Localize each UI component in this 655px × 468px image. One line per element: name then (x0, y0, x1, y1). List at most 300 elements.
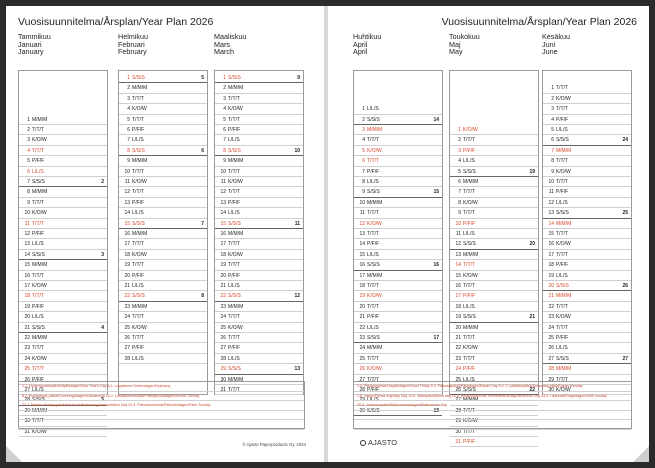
brand-logo: AJASTO (360, 438, 397, 447)
weekday-label: T/T/T (556, 106, 568, 113)
weekday-label: T/T/T (228, 168, 240, 175)
day-number: 9 (27, 199, 30, 206)
weekday-label: T/T/T (32, 345, 44, 352)
weekday-label: T/T/T (463, 137, 475, 144)
weekday-label: K/O/W (367, 220, 382, 227)
day-number: 27 (24, 387, 30, 393)
weekday-label: K/O/W (463, 418, 478, 425)
weekday-label: K/O/W (367, 147, 382, 154)
day-number: 17 (548, 251, 554, 258)
weekday-label: M/M/M (32, 407, 48, 414)
day-number: 22 (124, 293, 130, 300)
day-number: 22 (24, 335, 30, 341)
day-number: 21 (24, 324, 30, 331)
day-row (119, 115, 207, 125)
day-row (543, 281, 631, 291)
weekday-label: S/S/S (228, 147, 241, 154)
weekday-label: L/L/S (367, 179, 379, 185)
day-number: 14 (455, 262, 461, 269)
weekday-label: S/S/S (228, 366, 241, 373)
weekday-label: M/M/M (32, 116, 48, 123)
weekday-label: K/O/W (463, 127, 478, 133)
week-number: 2 (101, 179, 104, 185)
weekday-label: T/T/T (32, 220, 44, 227)
weekday-label: L/L/S (463, 303, 475, 310)
day-number: 24 (24, 355, 30, 362)
day-number: 3 (27, 137, 30, 144)
day-number: 25 (220, 324, 226, 331)
day-number: 28 (455, 407, 461, 414)
day-number: 6 (362, 158, 365, 165)
weekday-label: L/L/S (132, 355, 144, 362)
day-row (215, 239, 303, 249)
day-number: 28 (359, 387, 365, 393)
weekday-label: S/S/S (32, 251, 45, 258)
day-number: 16 (548, 241, 554, 248)
day-number: 9 (551, 168, 554, 175)
weekday-label: K/O/W (132, 251, 147, 258)
day-number: 30 (359, 407, 365, 414)
day-row (543, 260, 631, 270)
weekday-label: P/F/F (556, 116, 569, 123)
day-number: 5 (27, 158, 30, 165)
weekday-label: P/F/F (463, 439, 476, 445)
day-row (19, 135, 107, 145)
day-row (543, 333, 631, 343)
week-number: 6 (201, 147, 204, 154)
weekday-label: L/L/S (32, 241, 44, 248)
day-row (119, 83, 207, 93)
day-row (543, 187, 631, 197)
month-name: Tammikuu Januari January (18, 32, 51, 57)
weekday-label: L/L/S (463, 376, 475, 383)
day-row (119, 219, 207, 229)
day-number: 27 (359, 376, 365, 383)
day-number: 29 (548, 376, 554, 383)
weekday-label: M/M/M (367, 345, 383, 352)
holiday-note-line (19, 411, 304, 421)
weekday-label: M/M/M (556, 366, 572, 373)
day-number: 10 (124, 168, 130, 175)
weekday-label: M/M/M (228, 376, 244, 383)
week-number: 27 (622, 355, 628, 362)
day-number: 9 (223, 158, 226, 165)
day-number: 2 (362, 116, 365, 123)
weekday-label: K/O/W (228, 324, 243, 331)
week-number: 19 (529, 168, 535, 175)
day-number: 25 (24, 366, 30, 373)
day-number: 20 (359, 303, 365, 310)
day-number: 13 (548, 210, 554, 217)
day-number: 29 (359, 397, 365, 404)
right-page (328, 6, 649, 462)
holiday-note-line: 1.5. Vappu/Första maj/May Day 10.5. Äitienpäivä/Mors dag 14.5. Helatorstai/Kristi himmelsfärdsdag/Ascension Day 24.5. Helluntai/Pingstdagen/Whit Sunday (354, 392, 631, 402)
day-row (119, 343, 207, 353)
day-number: 19 (24, 303, 30, 310)
weekday-label: S/S/S (367, 335, 380, 341)
day-number: 26 (220, 335, 226, 341)
weekday-label: K/O/W (132, 324, 147, 331)
day-row (354, 354, 442, 364)
day-row (215, 229, 303, 239)
weekday-label: M/M/M (463, 179, 479, 185)
weekday-label: S/S/S (556, 137, 569, 144)
day-row (450, 302, 538, 312)
day-row (450, 364, 538, 374)
day-row (19, 208, 107, 218)
day-row (19, 271, 107, 281)
holiday-note-line: 22.3. Marian ilmestyspäivä/Marie bebådelsedag/Annunciation Day 29.3. Palmusunnuntai/Palmsöndagen/Palm Sunday (19, 401, 304, 411)
day-row (450, 208, 538, 218)
day-number: 16 (455, 283, 461, 289)
day-number: 11 (359, 210, 365, 217)
day-row (215, 73, 303, 83)
day-number: 7 (362, 168, 365, 175)
weekday-label: S/S/S (463, 314, 476, 321)
day-number: 7 (27, 179, 30, 185)
day-number: 16 (124, 231, 130, 237)
week-number: 22 (529, 387, 535, 393)
day-number: 5 (362, 147, 365, 154)
day-row (119, 250, 207, 260)
day-number: 10 (24, 210, 30, 217)
weekday-label: T/T/T (367, 355, 379, 362)
day-row (119, 198, 207, 208)
day-number: 28 (220, 355, 226, 362)
day-number: 5 (551, 127, 554, 133)
weekday-label: M/M/M (556, 147, 572, 154)
day-number: 24 (124, 314, 130, 321)
weekday-label: L/L/S (367, 397, 379, 404)
day-row (450, 135, 538, 145)
day-row (354, 177, 442, 187)
day-row (19, 187, 107, 197)
day-number: 18 (220, 251, 226, 258)
day-row (19, 260, 107, 270)
week-number: 26 (622, 283, 628, 289)
day-list (449, 70, 539, 445)
weekday-label: T/T/T (132, 262, 144, 269)
month-column-2 (118, 32, 208, 362)
day-number: 1 (551, 85, 554, 92)
day-number: 13 (455, 251, 461, 258)
day-row (543, 271, 631, 281)
day-number: 9 (458, 210, 461, 217)
weekday-label: T/T/T (132, 168, 144, 175)
day-row (543, 94, 631, 104)
weekday-label: M/M/M (556, 220, 572, 227)
weekday-label: M/M/M (367, 272, 383, 279)
weekday-label: M/M/M (132, 158, 148, 165)
day-row (543, 198, 631, 208)
weekday-label: P/F/F (367, 241, 380, 248)
day-row (19, 250, 107, 260)
weekday-label: P/F/F (132, 345, 145, 352)
weekday-label: T/T/T (463, 407, 475, 414)
day-row (543, 167, 631, 177)
day-number: 15 (124, 220, 130, 227)
weekday-label: S/S/S (32, 324, 45, 331)
day-row (354, 333, 442, 343)
day-row (19, 146, 107, 156)
weekday-label: K/O/W (132, 179, 147, 185)
weekday-label: K/O/W (463, 199, 478, 206)
day-row (450, 260, 538, 270)
day-row (450, 333, 538, 343)
day-number: 18 (124, 251, 130, 258)
weekday-label: P/F/F (367, 387, 380, 393)
weekday-label: K/O/W (132, 106, 147, 113)
day-number: 17 (359, 272, 365, 279)
day-row (119, 94, 207, 104)
week-number: 8 (201, 293, 204, 300)
day-number: 8 (551, 158, 554, 165)
day-row (19, 291, 107, 301)
day-row (19, 354, 107, 364)
day-number: 26 (24, 376, 30, 383)
day-row (543, 250, 631, 260)
weekday-label: K/O/W (367, 366, 382, 373)
weekday-label: K/O/W (32, 355, 47, 362)
day-row (354, 364, 442, 374)
day-row (215, 208, 303, 218)
week-number: 16 (433, 262, 439, 269)
weekday-label: S/S/S (463, 387, 476, 393)
day-number: 4 (127, 106, 130, 113)
day-list (542, 70, 632, 395)
weekday-label: L/L/S (556, 199, 568, 206)
day-row (543, 302, 631, 312)
day-number: 1 (458, 127, 461, 133)
day-row (450, 156, 538, 166)
weekday-label: S/S/S (367, 407, 380, 414)
day-row (119, 271, 207, 281)
weekday-label: S/S/S (556, 355, 569, 362)
weekday-label: P/F/F (32, 303, 45, 310)
day-row (354, 146, 442, 156)
day-row (19, 219, 107, 229)
day-row (543, 115, 631, 125)
weekday-label: K/O/W (228, 106, 243, 113)
weekday-label: T/T/T (463, 428, 475, 435)
day-row (215, 167, 303, 177)
day-number: 11 (455, 231, 461, 237)
week-number: 12 (294, 293, 300, 300)
weekday-label: P/F/F (463, 220, 476, 227)
day-row (215, 135, 303, 145)
day-row (354, 281, 442, 291)
day-row (119, 281, 207, 291)
day-row (215, 83, 303, 93)
day-number: 15 (359, 251, 365, 258)
weekday-label: T/T/T (556, 376, 568, 383)
day-number: 29 (220, 366, 226, 373)
weekday-label: M/M/M (132, 303, 148, 310)
weekday-label: K/O/W (32, 137, 47, 144)
day-row (215, 187, 303, 197)
weekday-label: L/L/S (228, 137, 240, 144)
holiday-note-line: 20.6. Juhannuspäivä/Midsommardagen/Midsummer Day (354, 401, 631, 411)
day-number: 15 (455, 272, 461, 279)
day-number: 12 (220, 189, 226, 196)
day-row (119, 208, 207, 218)
day-number: 29 (455, 418, 461, 425)
day-row (215, 177, 303, 187)
day-number: 20 (455, 324, 461, 331)
day-number: 22 (359, 324, 365, 331)
day-number: 10 (220, 168, 226, 175)
day-number: 11 (220, 179, 226, 185)
day-list (214, 70, 304, 395)
day-number: 30 (455, 428, 461, 435)
day-number: 30 (24, 418, 30, 425)
day-row (215, 156, 303, 166)
day-number: 15 (220, 220, 226, 227)
week-number: 5 (101, 397, 104, 404)
day-number: 24 (359, 345, 365, 352)
day-row (543, 156, 631, 166)
weekday-label: P/F/F (228, 127, 241, 133)
day-number: 23 (220, 303, 226, 310)
holiday-note-line (19, 420, 304, 430)
day-number: 23 (124, 303, 130, 310)
weekday-label: P/F/F (228, 199, 241, 206)
day-number: 24 (220, 314, 226, 321)
day-row (215, 260, 303, 270)
day-row (543, 239, 631, 249)
weekday-label: S/S/S (556, 283, 569, 289)
weekday-label: M/M/M (367, 199, 383, 206)
day-row (543, 177, 631, 187)
day-number: 27 (124, 345, 130, 352)
day-number: 20 (124, 272, 130, 279)
day-number: 17 (124, 241, 130, 248)
day-row (119, 167, 207, 177)
weekday-label: T/T/T (32, 418, 44, 425)
day-row (215, 312, 303, 322)
weekday-label: K/O/W (367, 293, 382, 300)
day-number: 23 (24, 345, 30, 352)
day-number: 14 (220, 210, 226, 217)
holiday-note-line (354, 411, 631, 421)
day-number: 19 (359, 293, 365, 300)
copyright-text: © Ajasto Paperproducts Oy, 2024 (242, 442, 306, 447)
day-number: 14 (124, 210, 130, 217)
day-row (450, 271, 538, 281)
page-corner-right (633, 446, 649, 462)
day-number: 4 (27, 147, 30, 154)
day-row (354, 167, 442, 177)
day-row (354, 125, 442, 135)
day-number: 4 (551, 116, 554, 123)
day-number: 23 (548, 314, 554, 321)
day-number: 16 (24, 272, 30, 279)
day-number: 7 (458, 189, 461, 196)
day-number: 11 (124, 179, 130, 185)
day-row (19, 281, 107, 291)
holiday-note-line: 1.1. Uudenvuodenpäivä/Nyårsdagen/New Year's Day 6.1. Loppiainen/Trettondagen/Epiphany (19, 382, 304, 392)
day-number: 13 (124, 199, 130, 206)
day-number: 2 (223, 85, 226, 92)
weekday-label: K/O/W (556, 168, 571, 175)
weekday-label: T/T/T (228, 116, 240, 123)
weekday-label: P/F/F (367, 314, 380, 321)
weekday-label: L/L/S (228, 355, 240, 362)
weekday-label: L/L/S (132, 210, 144, 217)
day-row (450, 198, 538, 208)
day-row (543, 343, 631, 353)
day-number: 20 (220, 272, 226, 279)
weekday-label: P/F/F (463, 293, 476, 300)
weekday-label: L/L/S (228, 283, 240, 289)
weekday-label: K/O/W (463, 345, 478, 352)
weekday-label: T/T/T (556, 179, 568, 185)
holiday-notes-right (353, 381, 632, 429)
week-number: 11 (294, 220, 300, 227)
day-number: 18 (24, 293, 30, 300)
weekday-label: T/T/T (228, 189, 240, 196)
day-row (215, 271, 303, 281)
weekday-label: T/T/T (228, 387, 240, 393)
weekday-label: T/T/T (228, 262, 240, 269)
weekday-label: M/M/M (228, 303, 244, 310)
week-number: 24 (622, 137, 628, 144)
day-row (354, 302, 442, 312)
day-number: 10 (455, 220, 461, 227)
day-row (354, 115, 442, 125)
day-row (119, 323, 207, 333)
week-number: 25 (622, 210, 628, 217)
weekday-label: T/T/T (132, 189, 144, 196)
day-row (354, 104, 442, 114)
weekday-label: T/T/T (32, 147, 44, 154)
day-number: 14 (548, 220, 554, 227)
day-row (19, 156, 107, 166)
weekday-label: T/T/T (367, 283, 379, 289)
day-row (19, 198, 107, 208)
weekday-label: M/M/M (228, 85, 244, 92)
day-number: 21 (455, 335, 461, 341)
weekday-label: L/L/S (463, 158, 475, 165)
weekday-label: T/T/T (556, 324, 568, 331)
day-number: 24 (455, 366, 461, 373)
day-row (119, 260, 207, 270)
day-number: 6 (551, 137, 554, 144)
weekday-label: S/S/S (228, 293, 241, 300)
day-number: 14 (24, 251, 30, 258)
weekday-label: M/M/M (367, 127, 383, 133)
weekday-label: L/L/S (556, 127, 568, 133)
day-row (119, 291, 207, 301)
weekday-label: P/F/F (556, 262, 569, 269)
weekday-label: S/S/S (556, 210, 569, 217)
day-row (543, 208, 631, 218)
left-page (6, 6, 324, 462)
weekday-label: L/L/S (32, 168, 44, 175)
day-row (215, 323, 303, 333)
day-number: 26 (548, 345, 554, 352)
weekday-label: L/L/S (367, 251, 379, 258)
weekday-label: K/O/W (556, 241, 571, 248)
month-column-5 (449, 32, 539, 445)
day-number: 8 (223, 147, 226, 154)
day-number: 19 (220, 262, 226, 269)
weekday-label: P/F/F (32, 376, 45, 383)
day-row (19, 333, 107, 343)
day-number: 25 (359, 355, 365, 362)
weekday-label: S/S/S (228, 220, 241, 227)
weekday-label: T/T/T (463, 210, 475, 217)
